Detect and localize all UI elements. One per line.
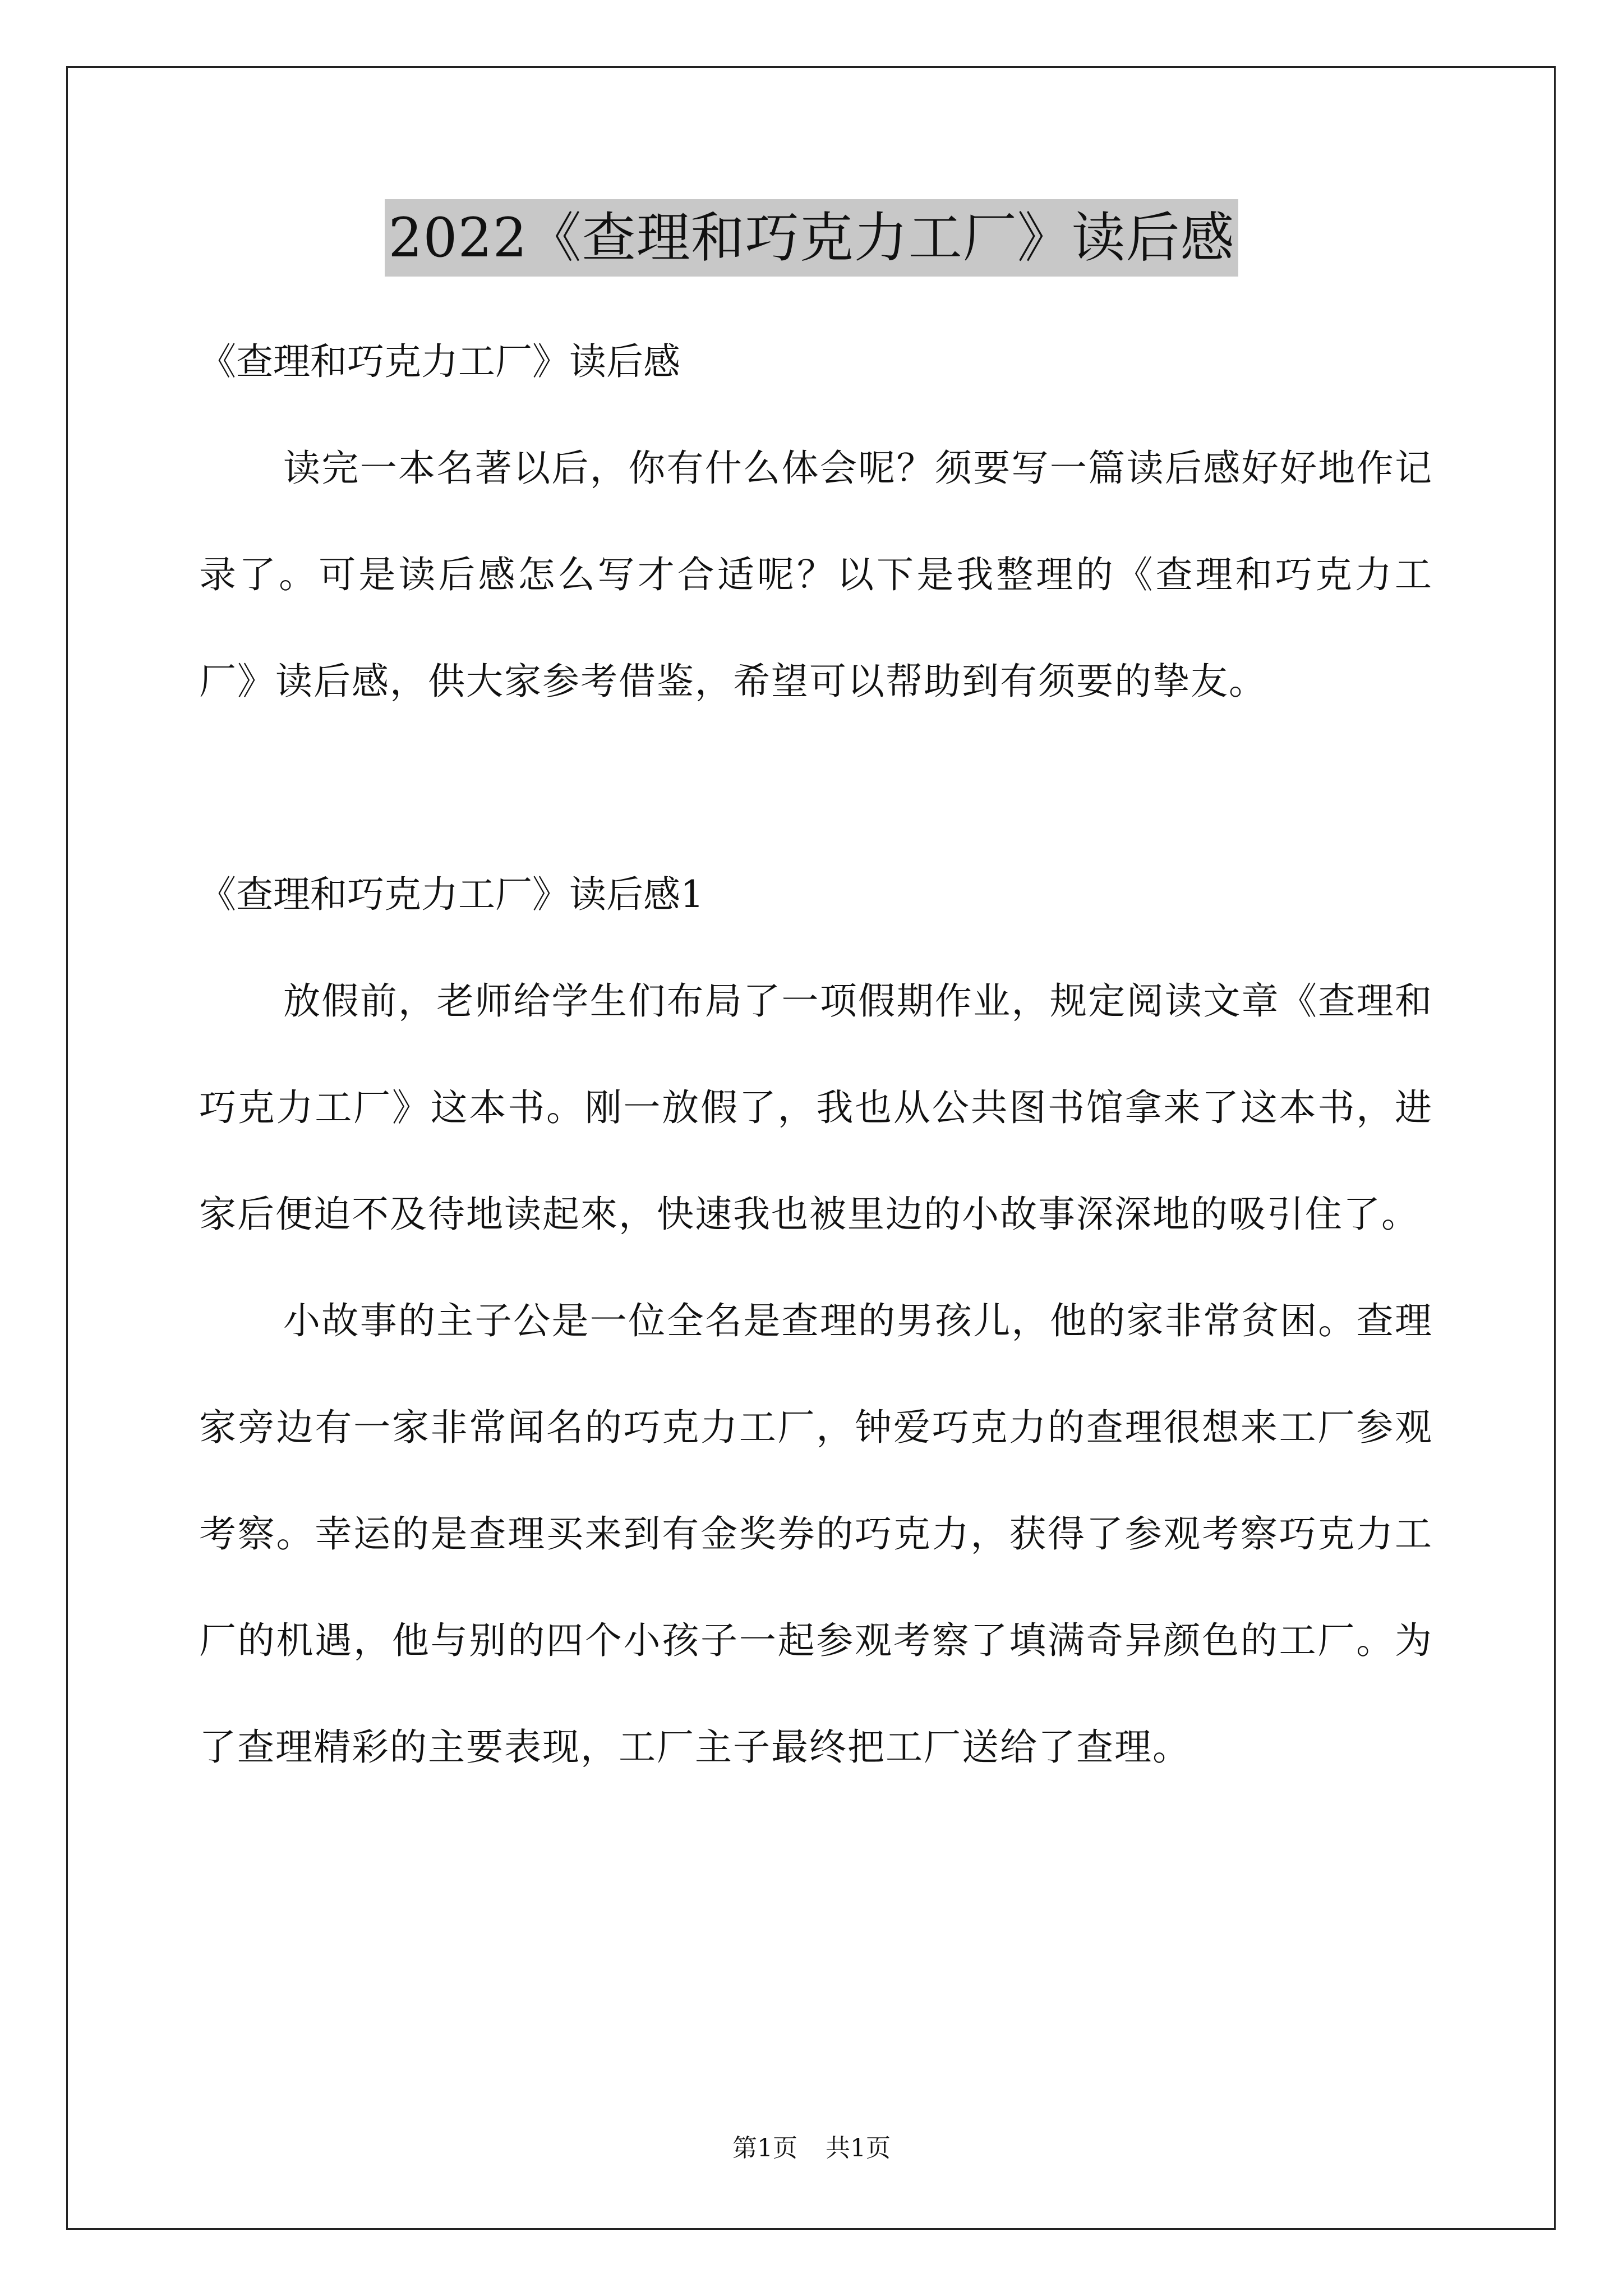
page-number-current: 第1页	[732, 2134, 797, 2162]
document-title: 2022《查理和巧克力工厂》读后感	[385, 199, 1238, 277]
intro-paragraph: 读完一本名著以后，你有什么体会呢？须要写一篇读后感好好地作记录了。可是读后感怎么写才合适呢？以下是我整理的《查理和巧克力工厂》读后感，供大家参考借鉴，希望可以帮助到有须要的挚友。	[199, 447, 1433, 703]
section-gap	[199, 735, 1433, 841]
section1-paragraph-2: 小故事的主子公是一位全名是查理的男孩儿，他的家非常贫困。查理家旁边有一家非常闻名的巧克力工厂，钟爱巧克力的查理很想来工厂参观考察。幸运的是查理买来到有金奖券的巧克力，获得了参观考察巧克力工厂的机遇，他与别的四个小孩子一起参观考察了填满奇异颜色的工厂。为了查理精彩的主要表现，工厂主子最终把工厂送给了查理。	[199, 1299, 1433, 1769]
intro-heading: 《查理和巧克力工厂》读后感	[199, 340, 680, 383]
page-number-total: 共1页	[826, 2134, 891, 2162]
page-footer	[0, 2132, 1623, 2165]
section1-paragraph-1: 放假前，老师给学生们布局了一项假期作业，规定阅读文章《查理和巧克力工厂》这本书。刚一放假了，我也从公共图书馆拿来了这本书，进家后便迫不及待地读起來，快速我也被里边的小故事深深地的吸引住了。	[199, 979, 1433, 1236]
document-body	[199, 309, 1433, 1801]
section1-heading: 《查理和巧克力工厂》读后感1	[199, 873, 704, 916]
title-container	[0, 199, 1623, 277]
